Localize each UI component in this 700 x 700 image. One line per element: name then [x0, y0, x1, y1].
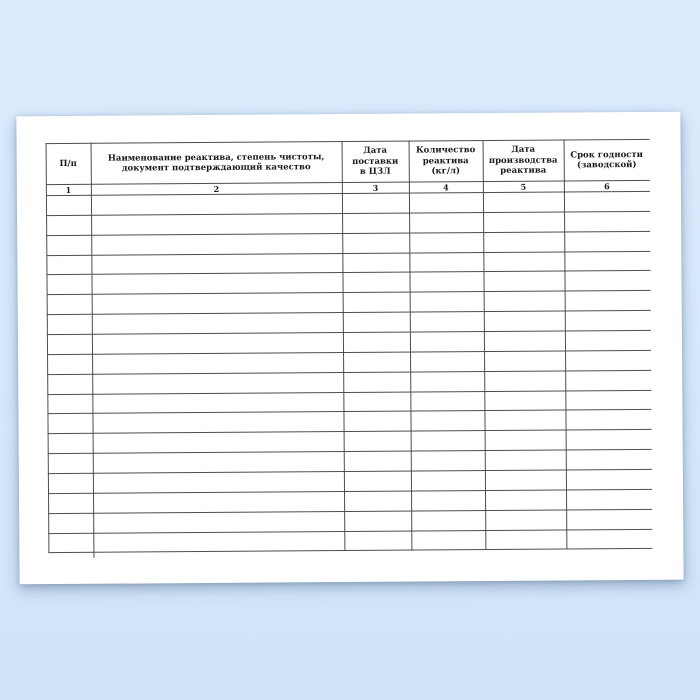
journal-page — [16, 112, 683, 585]
column-header-pp: П/п — [59, 158, 77, 169]
column-number-3: 3 — [372, 182, 379, 193]
reagents-table — [46, 139, 653, 554]
column-header-shelf-life: Срок годности (заводской) — [570, 149, 644, 171]
column-number-4: 4 — [443, 182, 449, 193]
column-header-name: Наименование реактива, степень чистоты, документ подтверждающий качество — [107, 151, 325, 174]
column-header-delivery-date: Дата поставки в ЦЗЛ — [352, 145, 399, 178]
column-header-quantity: Количество реактива (кг/л) — [415, 145, 476, 177]
table-row — [48, 530, 652, 554]
column-number-2: 2 — [213, 183, 220, 194]
table-body — [46, 192, 652, 554]
column-number-5: 5 — [520, 181, 527, 192]
column-number-1: 1 — [65, 184, 72, 195]
table-header-row — [46, 140, 650, 185]
column-header-production-date: Дата производства реактива — [488, 144, 558, 177]
column-divider-tail — [93, 553, 94, 558]
column-number-6: 6 — [604, 181, 610, 192]
